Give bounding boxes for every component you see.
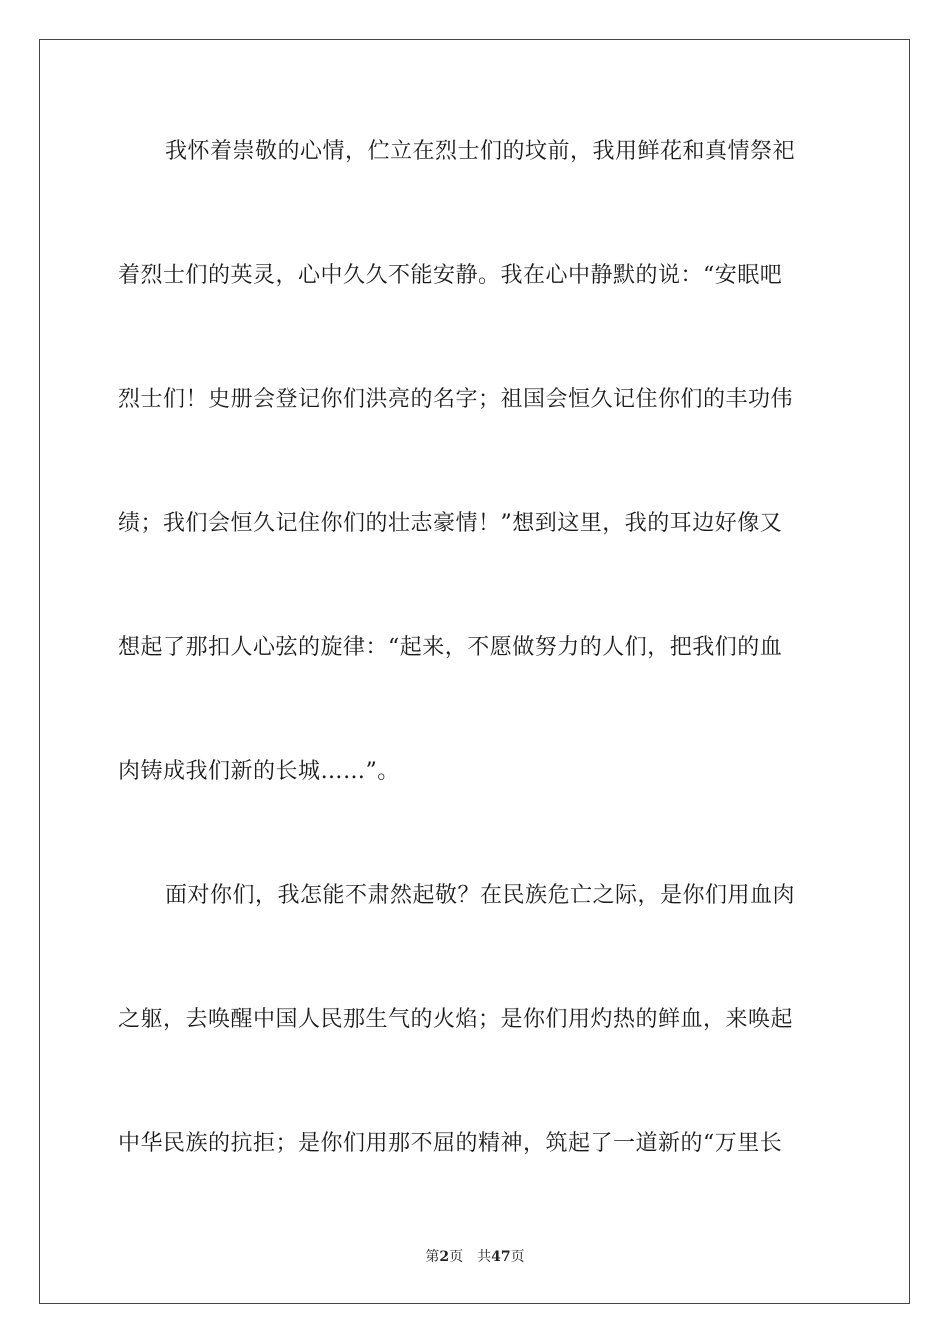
page-suffix: 页 <box>449 1249 464 1265</box>
total-prefix: 共 <box>477 1249 492 1265</box>
paragraph-1-line-6: 肉铸成我们新的长城……”。 <box>118 759 400 784</box>
paragraph-2-line-1: 面对你们，我怎能不肃然起敬？在民族危亡之际，是你们用血肉 <box>165 883 796 908</box>
total-suffix: 页 <box>510 1249 525 1265</box>
paragraph-1-line-3: 烈士们！史册会登记你们洪亮的名字；祖国会恒久记住你们的丰功伟 <box>118 387 794 412</box>
paragraph-1-line-2: 着烈士们的英灵，心中久久不能安静。我在心中静默的说：“安眠吧 <box>118 263 783 288</box>
paragraph-1-line-5: 想起了那扣人心弦的旋律：“起来，不愿做努力的人们，把我们的血 <box>118 635 783 660</box>
paragraph-2-line-2: 之躯，去唤醒中国人民那生气的火焰；是你们用灼热的鲜血，来唤起 <box>118 1007 794 1032</box>
paragraph-1-line-1: 我怀着崇敬的心情，伫立在烈士们的坟前，我用鲜花和真情祭祀 <box>165 139 796 164</box>
page-footer <box>0 1246 950 1266</box>
page-number: 2 <box>439 1249 450 1265</box>
total-pages: 47 <box>491 1249 511 1265</box>
page-border <box>39 39 910 1304</box>
paragraph-2-line-3: 中华民族的抗拒；是你们用那不屈的精神，筑起了一道新的“万里长 <box>118 1131 783 1156</box>
paragraph-1-line-4: 绩；我们会恒久记住你们的壮志豪情！”想到这里，我的耳边好像又 <box>118 511 783 536</box>
page-prefix: 第 <box>425 1249 440 1265</box>
